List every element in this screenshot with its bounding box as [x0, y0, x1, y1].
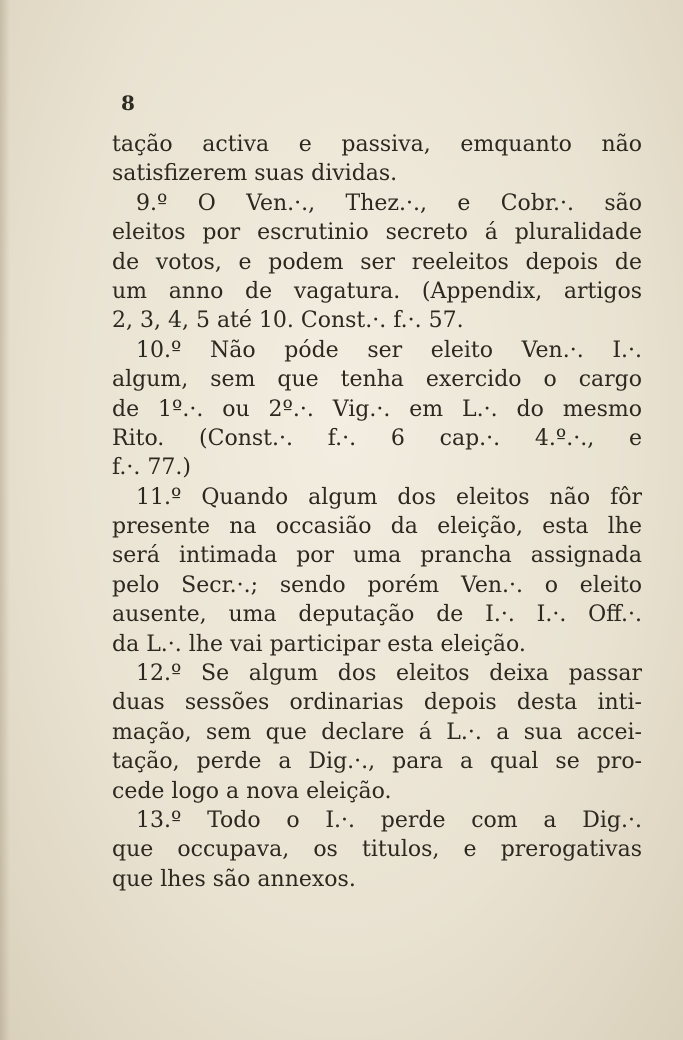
text-line: de 1º.·. ou 2º.·. Vig.·. em L.·. do mesmo	[112, 396, 642, 422]
text-line: algum, sem que tenha exercido o cargo	[112, 367, 642, 393]
text-line: Rito. (Const.·. f.·. 6 cap.·. 4.º.·., e	[112, 425, 642, 451]
text-line: mação, sem que declare á L.·. a sua accei-	[112, 719, 642, 745]
text-line: ausente, uma deputação de I.·. I.·. Off.·.	[112, 602, 642, 628]
text-line: de votos, e podem ser reeleitos depois de	[112, 249, 642, 275]
text-line: da L.·. lhe vai participar esta eleição.	[112, 631, 526, 657]
text-line: presente na occasião da eleição, esta lhe	[112, 514, 642, 540]
text-line: um anno de vagatura. (Appendix, artigos	[112, 278, 642, 304]
text-line: será intimada por uma prancha assignada	[112, 543, 642, 569]
text-line: que lhes são annexos.	[112, 866, 356, 892]
article-10-line: 10.º Não póde ser eleito Ven.·. I.·.	[136, 337, 642, 363]
text-line: 2, 3, 4, 5 até 10. Const.·. f.·. 57.	[112, 308, 464, 334]
article-9-line: 9.º O Ven.·., Thez.·., e Cobr.·. são	[136, 190, 642, 216]
text-line: duas sessões ordinarias depois desta inti-	[112, 690, 642, 716]
text-line: eleitos por escrutinio secreto á pluralidade	[112, 220, 642, 246]
text-line: tação activa e passiva, emquanto não	[112, 132, 642, 157]
page-number: 8	[121, 91, 135, 115]
text-line: tação, perde a Dig.·., para a qual se pro-	[112, 749, 642, 775]
text-line: satisfizerem suas dividas.	[112, 161, 398, 187]
article-12-line: 12.º Se algum dos eleitos deixa passar	[136, 661, 642, 687]
page-edge-shadow	[0, 0, 10, 1040]
article-13-line: 13.º Todo o I.·. perde com a Dig.·.	[136, 807, 642, 833]
body-text	[112, 130, 642, 894]
article-11-line: 11.º Quando algum dos eleitos não fôr	[136, 484, 642, 510]
text-line: que occupava, os titulos, e prerogativas	[112, 837, 642, 863]
text-line: cede logo a nova eleição.	[112, 778, 392, 804]
text-line: pelo Secr.·.; sendo porém Ven.·. o eleito	[112, 572, 642, 598]
text-line: f.·. 77.)	[112, 455, 191, 481]
